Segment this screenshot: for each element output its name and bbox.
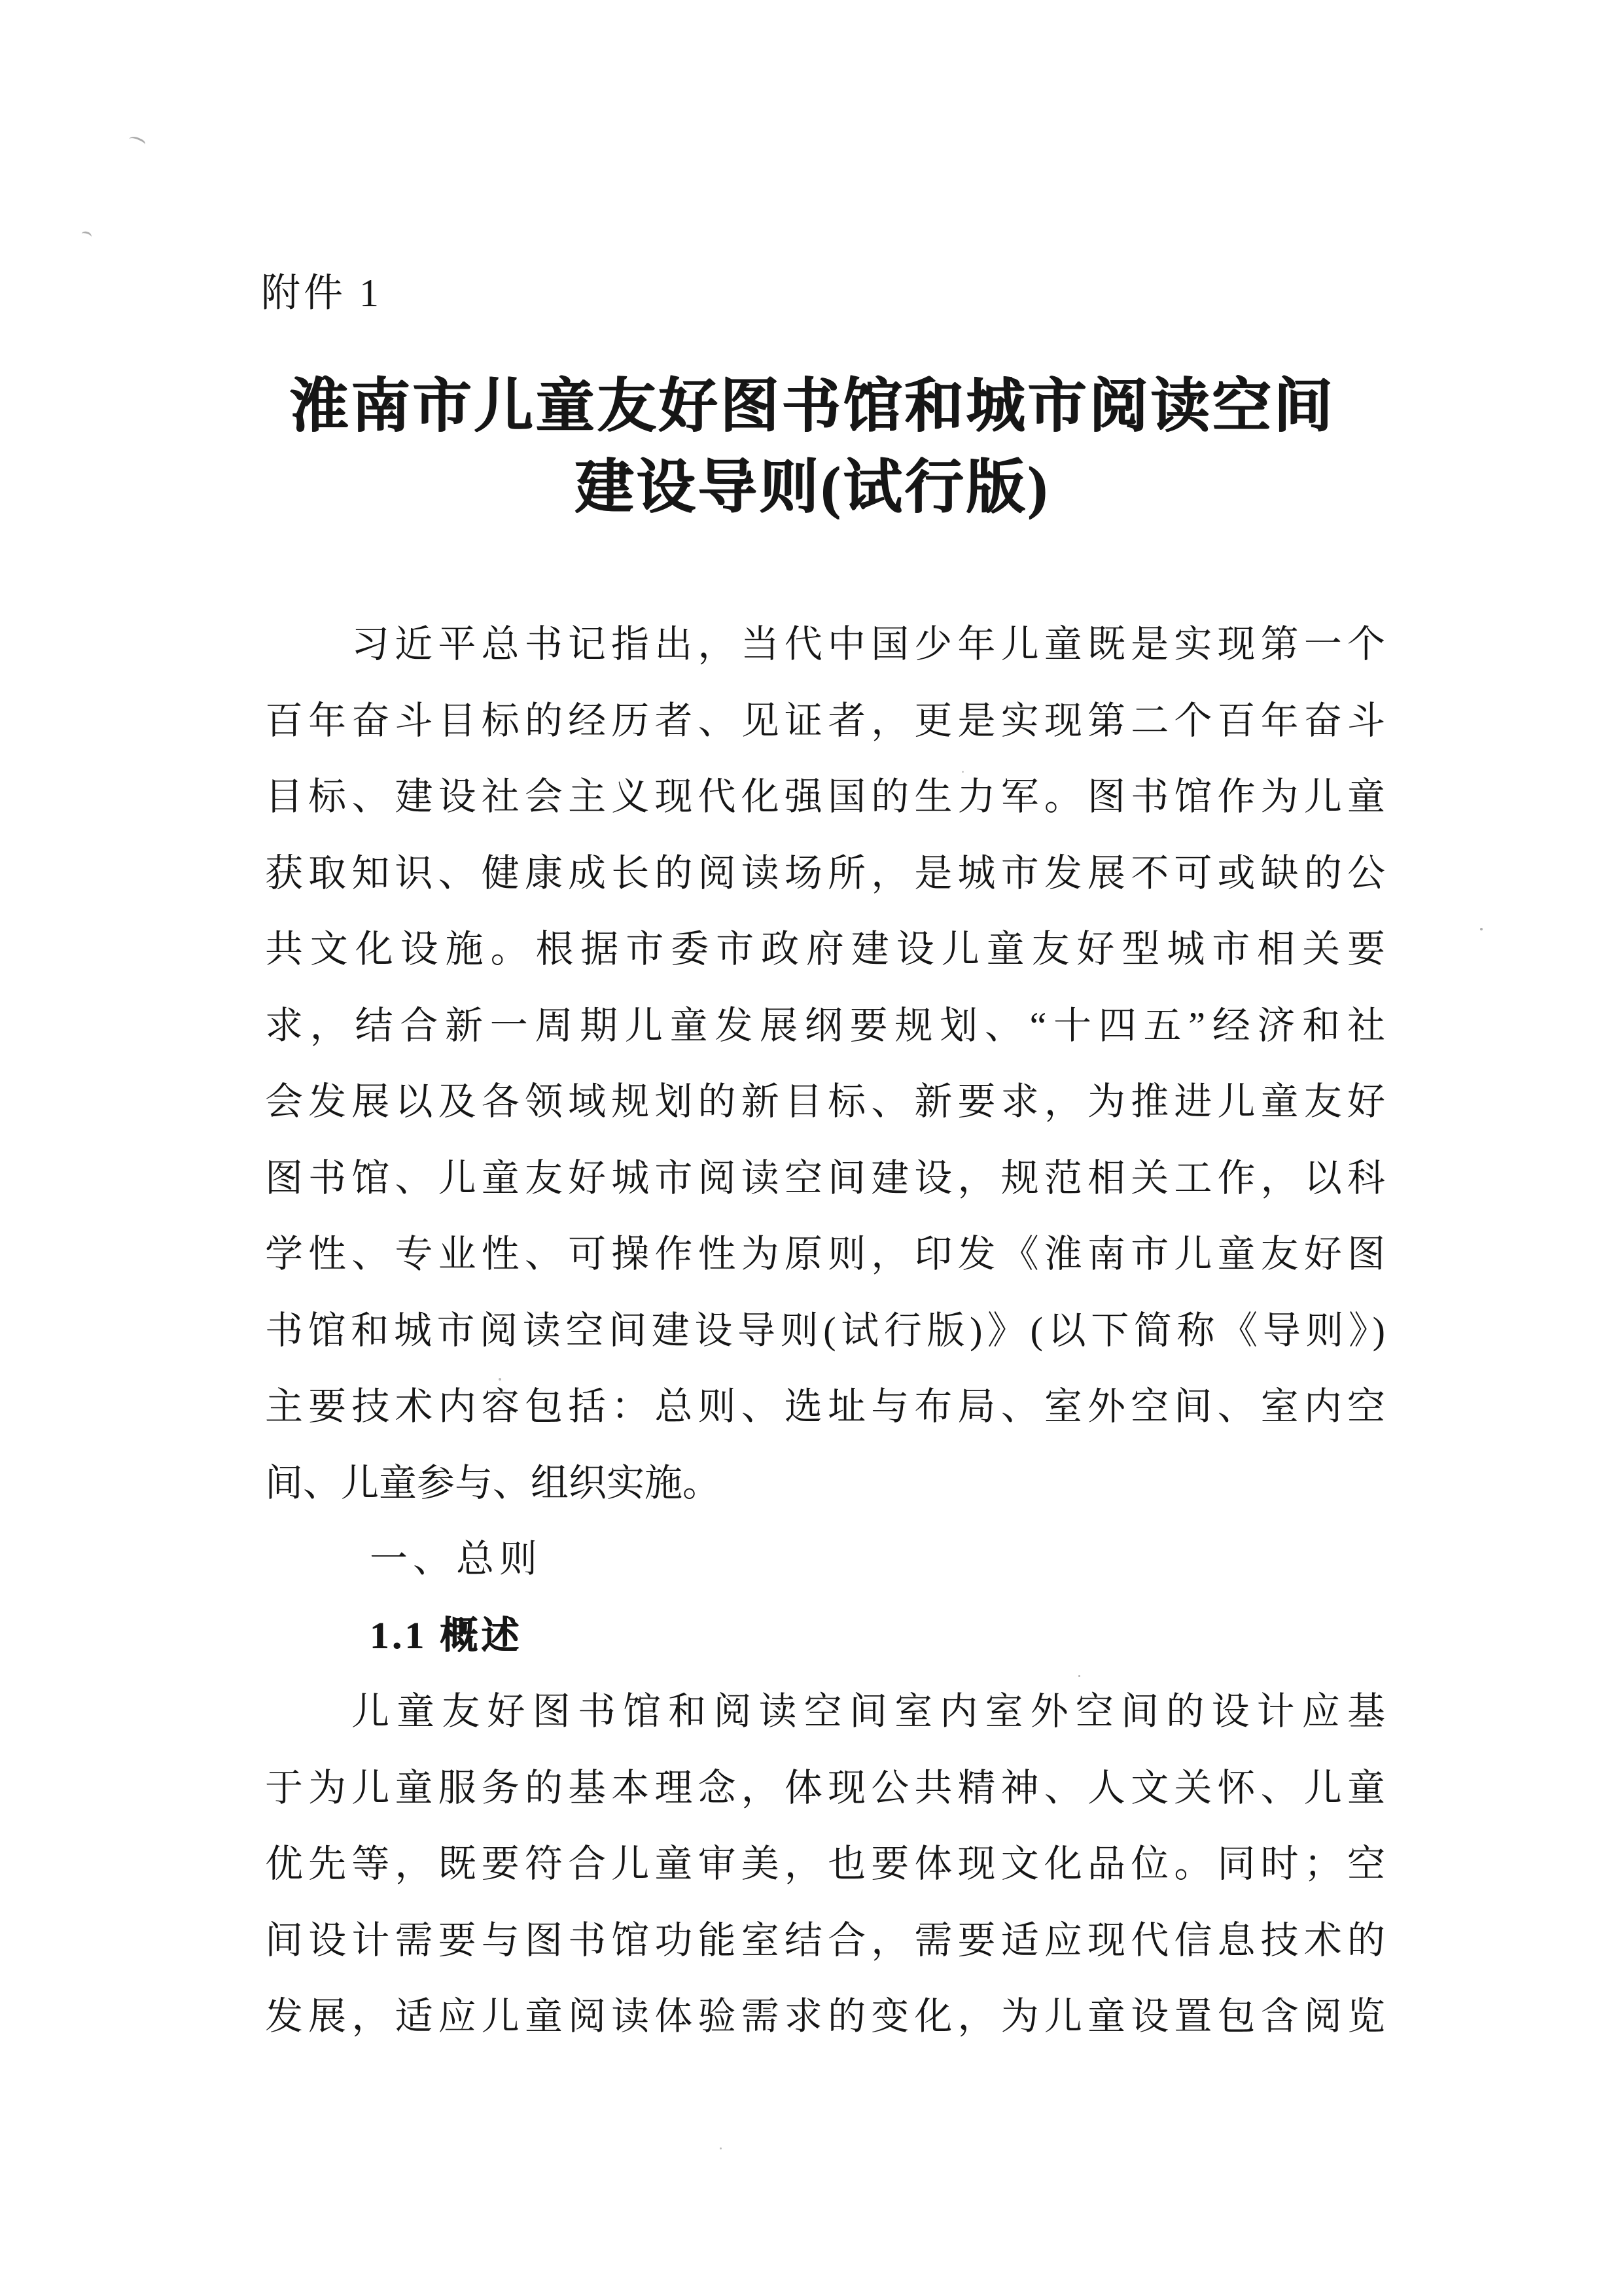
title-line-1: 淮南市儿童友好图书馆和城市阅读空间 bbox=[289, 374, 1335, 439]
text-line: 书馆和城市阅读空间建设导则(试行版)》(以下简称《导则》) bbox=[265, 1309, 1385, 1352]
section-heading: 一、总则 bbox=[370, 1538, 543, 1580]
text-line: 求，结合新一周期儿童发展纲要规划、“十四五”经济和社 bbox=[265, 1004, 1385, 1047]
text-line: 优先等，既要符合儿童审美，也要体现文化品位。同时；空 bbox=[265, 1843, 1385, 1885]
text-line: 学性、专业性、可操作性为原则，印发《淮南市儿童友好图 bbox=[265, 1233, 1385, 1275]
scan-artifact bbox=[127, 134, 147, 150]
text-line: 图书馆、儿童友好城市阅读空间建设，规范相关工作，以科 bbox=[265, 1156, 1385, 1199]
text-line: 会发展以及各领域规划的新目标、新要求，为推进儿童友好 bbox=[265, 1080, 1385, 1123]
text-line: 儿童友好图书馆和阅读空间室内室外空间的设计应基 bbox=[351, 1690, 1385, 1733]
document-title bbox=[0, 366, 1624, 529]
attachment-label: 附件 1 bbox=[261, 272, 382, 315]
subsection-heading: 1.1 概述 bbox=[370, 1614, 523, 1657]
text-line: 获取知识、健康成长的阅读场所，是城市发展不可或缺的公 bbox=[265, 851, 1385, 894]
scan-artifact bbox=[1480, 928, 1483, 930]
document-body bbox=[265, 607, 1385, 2055]
text-line: 主要技术内容包括：总则、选址与布局、室外空间、室内空 bbox=[265, 1385, 1385, 1428]
text-line: 间设计需要与图书馆功能室结合，需要适应现代信息技术的 bbox=[265, 1918, 1385, 1962]
text-line: 发展，适应儿童阅读体验需求的变化，为儿童设置包含阅览 bbox=[265, 1995, 1385, 2038]
scan-artifact bbox=[720, 2147, 722, 2149]
text-line: 间、儿童参与、组织实施。 bbox=[265, 1461, 721, 1504]
text-line: 于为儿童服务的基本理念，体现公共精神、人文关怀、儿童 bbox=[265, 1766, 1385, 1809]
text-line: 共文化设施。根据市委市政府建设儿童友好型城市相关要 bbox=[265, 928, 1385, 970]
text-line: 百年奋斗目标的经历者、见证者，更是实现第二个百年奋斗 bbox=[265, 699, 1385, 742]
text-line: 习近平总书记指出，当代中国少年儿童既是实现第一个 bbox=[351, 623, 1385, 665]
text-line: 目标、建设社会主义现代化强国的生力军。图书馆作为儿童 bbox=[265, 775, 1385, 818]
scan-artifact bbox=[80, 230, 93, 241]
title-line-2: 建设导则(试行版) bbox=[574, 455, 1050, 520]
